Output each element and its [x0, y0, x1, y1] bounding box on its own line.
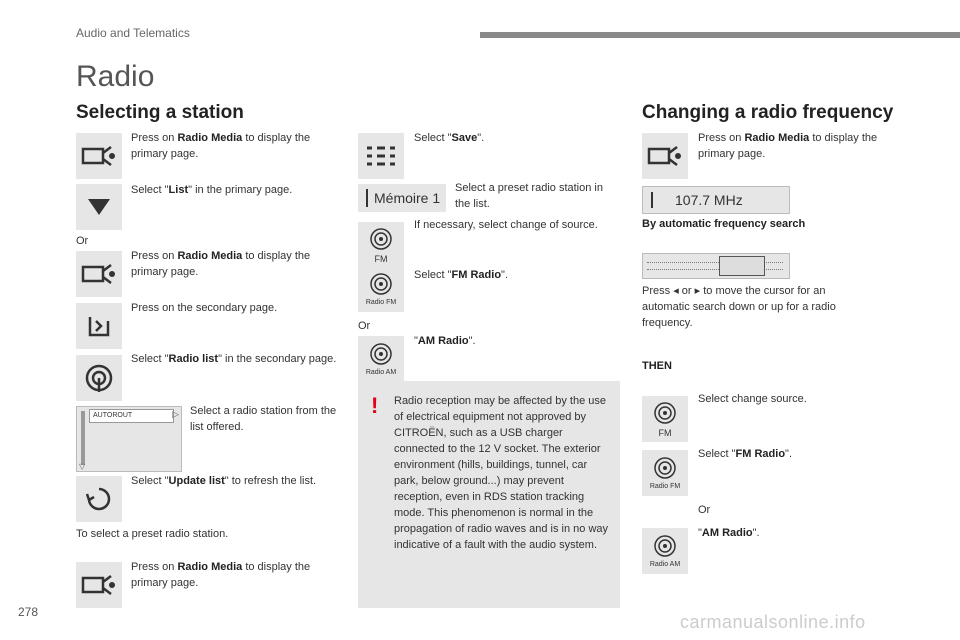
or-label: Or	[698, 504, 711, 516]
radio-media-icon	[76, 133, 122, 179]
radio-fm-icon	[358, 266, 404, 312]
step-move-cursor: Press ◂ or ▸ to move the cursor for an automatic search down or up for a radio frequency.	[642, 285, 836, 329]
step-am-radio-right: "AM Radio".	[698, 527, 760, 539]
step-select-fm-radio: Select "FM Radio".	[414, 269, 509, 281]
step-press-radio-media: Press on Radio Media to display the primary page.	[131, 132, 311, 160]
page-number: 278	[18, 605, 39, 619]
preset-memory-button	[358, 184, 446, 212]
radio-media-icon	[642, 133, 688, 179]
radio-media-icon	[76, 562, 122, 608]
radio-list-icon	[76, 355, 122, 401]
radio-am-label: Radio AM	[365, 369, 397, 376]
header-section-title: Audio and Telematics	[76, 26, 190, 40]
watermark: carmanualsonline.info	[680, 612, 866, 632]
section-title-selecting: Selecting a station	[76, 102, 244, 123]
step-press-secondary: Press on the secondary page.	[131, 302, 278, 314]
frequency-slider	[642, 253, 790, 279]
save-icon	[358, 133, 404, 179]
station-list-screen	[76, 406, 182, 472]
refresh-icon	[76, 476, 122, 522]
step-press-radio-media-right: Press on Radio Media to display the primary page.	[698, 132, 878, 160]
step-select-change-source: Select change source.	[698, 393, 807, 405]
section-title-changing: Changing a radio frequency	[642, 102, 894, 123]
secondary-page-icon	[76, 303, 122, 349]
list-scrollbar	[81, 411, 85, 465]
fm-label: FM	[658, 428, 672, 438]
step-update-list: Select "Update list" to refresh the list.	[131, 475, 317, 487]
step-select-radio-list: Select "Radio list" in the secondary page.	[131, 353, 337, 365]
then-label: THEN	[642, 360, 672, 372]
or-label: Or	[76, 235, 89, 247]
radio-fm-icon	[642, 450, 688, 496]
chevron-right-icon: ▸	[694, 285, 701, 297]
step-change-source: If necessary, select change of source.	[414, 219, 598, 231]
step-select-save: Select "Save".	[414, 132, 485, 144]
or-label: Or	[358, 320, 371, 332]
warning-callout	[358, 381, 620, 608]
fm-label: FM	[374, 254, 388, 264]
step-select-station: Select a radio station from the list offered.	[190, 405, 337, 433]
radio-am-label: Radio AM	[649, 561, 681, 568]
chevron-down-icon: ▽	[79, 462, 86, 471]
fm-source-icon	[358, 222, 404, 268]
radio-fm-label: Radio FM	[365, 299, 397, 306]
step-press-radio-media-3: Press on Radio Media to display the primary page.	[131, 561, 311, 589]
frequency-display	[642, 186, 790, 214]
warning-icon: !	[371, 393, 379, 418]
radio-fm-label: Radio FM	[649, 483, 681, 490]
header-bar	[480, 32, 960, 38]
memo-label: Mémoire 1	[374, 190, 441, 206]
warning-text: Radio reception may be affected by the use of electrical equipment not approved by CITROËN, such as a USB charger connected to the 12 V socket. The exterior environment (hills, buildings, tunnel, car park, below ground...) may prevent reception, even in RDS station tracking mode. This phenomenon is normal in the propagation of radio waves and is in no way indicative of a fault with the audio system.	[394, 395, 609, 551]
step-select-preset: Select a preset radio station in the list.	[455, 182, 603, 210]
page-title: Radio	[76, 60, 155, 93]
step-select-fm-radio-right: Select "FM Radio".	[698, 448, 793, 460]
frequency-label: 107.7 MHz	[675, 192, 743, 208]
station-list-item: AUTOROUT	[89, 409, 174, 423]
step-am-radio: "AM Radio".	[414, 335, 476, 347]
radio-media-icon	[76, 251, 122, 297]
radio-am-icon	[358, 336, 404, 382]
chevron-right-icon: ▷	[172, 409, 179, 419]
slider-cursor	[719, 256, 765, 276]
chevron-down-icon	[76, 184, 122, 230]
subheading-auto-search: By automatic frequency search	[642, 218, 806, 230]
step-select-list: Select "List" in the primary page.	[131, 184, 293, 196]
fm-source-icon	[642, 396, 688, 442]
chevron-left-icon: ◂	[673, 285, 679, 297]
step-press-radio-media-2: Press on Radio Media to display the primary page.	[131, 250, 311, 278]
radio-am-icon	[642, 528, 688, 574]
preset-intro: To select a preset radio station.	[76, 528, 229, 540]
